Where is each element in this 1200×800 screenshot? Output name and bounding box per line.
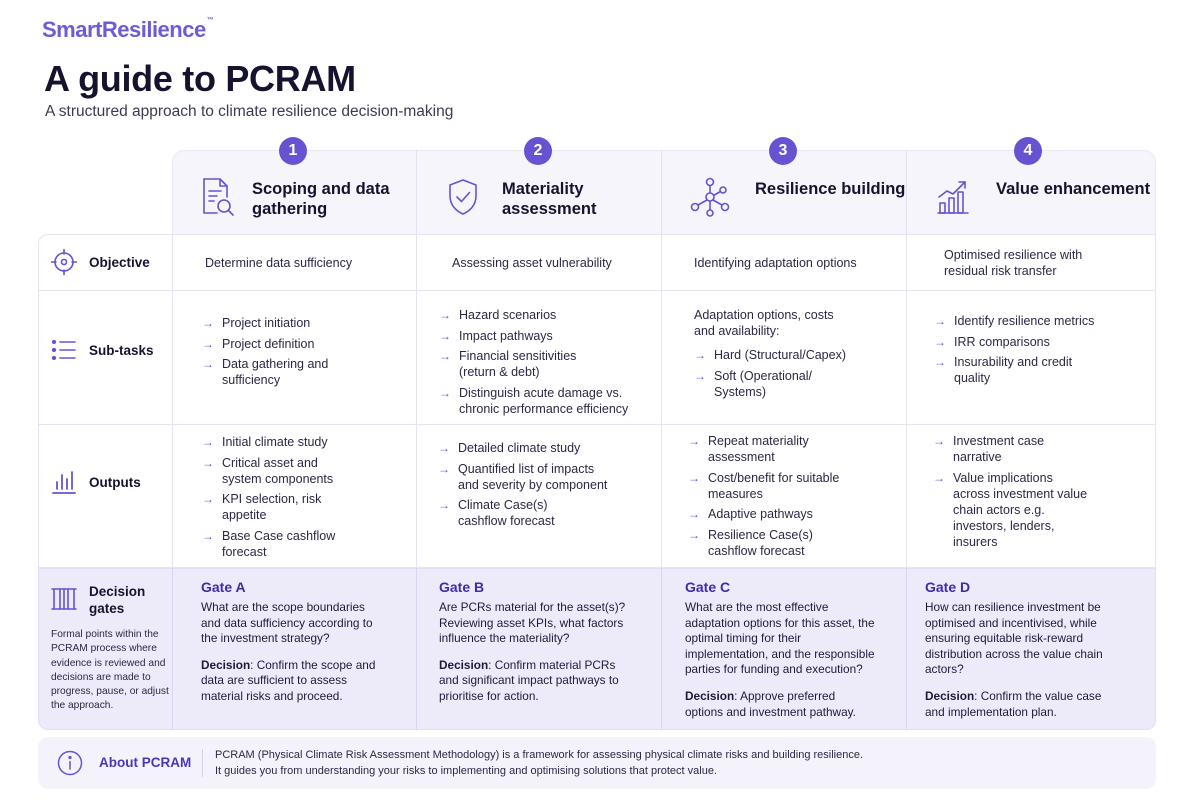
about-title: About PCRAM — [99, 755, 192, 770]
list-item: → Repeat materiality assessment — [688, 433, 828, 465]
list-item: → Resilience Case(s) cashflow forecast — [688, 527, 818, 559]
shield-check-icon — [445, 177, 481, 217]
phase-1-header — [172, 142, 417, 234]
decision-label: Decision — [201, 657, 251, 672]
list-item: → Data gathering and sufficiency — [202, 356, 352, 388]
objective-cell: Determine data sufficiency — [205, 256, 353, 270]
brand-logo — [42, 17, 213, 43]
subtasks-cell — [934, 313, 1134, 391]
list-item: → Detailed climate study — [438, 440, 643, 456]
outputs-cell — [202, 434, 407, 564]
list-item: → Climate Case(s) cashflow forecast — [438, 497, 568, 529]
decision-label: Decision — [685, 688, 735, 703]
list-item: → Distinguish acute damage vs. chronic performance efficiency — [439, 385, 655, 417]
row-label-subtasks — [50, 336, 154, 364]
list-item: → Base Case cashflow forecast — [202, 528, 342, 560]
gate-name: Gate B — [439, 579, 485, 595]
list-item: → Hard (Structural/Capex) — [694, 347, 894, 363]
row-label-text: Objective — [89, 254, 150, 270]
bar-chart-icon — [50, 468, 78, 496]
list-item: → Impact pathways — [439, 328, 657, 344]
list-item: → Soft (Operational/ Systems) — [694, 368, 844, 400]
gate-a — [201, 579, 429, 705]
list-item: → Project definition — [202, 336, 407, 352]
gate-question: What are the scope boundaries and data sufficiency according to the investment strategy? — [201, 600, 373, 646]
list-item: → IRR comparisons — [934, 334, 1134, 350]
decision-gates-description: Formal points within the PCRAM process where evidence is reviewed and decisions are made to progress, pause, or adjust the approach. — [51, 629, 169, 712]
objective-cell: Assessing asset vulnerability — [452, 256, 612, 270]
page-subtitle: A structured approach to climate resilience decision-making — [45, 103, 454, 120]
outputs-cell — [933, 433, 1138, 554]
list-icon — [50, 336, 78, 364]
list-item: → Project initiation — [202, 315, 407, 331]
bar-chart-growth-icon — [935, 177, 971, 217]
about-text — [215, 748, 1115, 779]
gate-icon — [50, 585, 78, 613]
list-item: → Insurability and credit quality — [934, 354, 1094, 386]
row-label-text: Sub-tasks — [89, 342, 154, 358]
list-item: → Cost/benefit for suitable measures — [688, 470, 858, 502]
decision-label: Decision — [439, 657, 489, 672]
decision-text: : Confirm the scope and data are sufficient to assess material risks and proceed. — [201, 657, 376, 703]
gate-d — [925, 579, 1153, 720]
list-item: → Initial climate study — [202, 434, 407, 450]
subtasks-cell — [694, 307, 894, 404]
gate-name: Gate D — [925, 579, 971, 595]
gate-b — [439, 579, 667, 705]
phase-title: Scoping and data gathering — [252, 180, 390, 218]
subtasks-cell — [202, 315, 407, 393]
brand-trademark: ™ — [206, 17, 214, 24]
list-item: → Critical asset and system components — [202, 455, 342, 487]
about-line-1: PCRAM (Physical Climate Risk Assessment Methodology) is a framework for assessing physical climate risks and building resilience. — [215, 749, 864, 761]
phase-number-badge: 1 — [279, 137, 307, 165]
phase-title: Materiality assessment — [502, 180, 597, 218]
row-label-outputs — [50, 468, 141, 496]
subtasks-intro: Adaptation options, costs and availability: — [694, 308, 834, 338]
page-title: A guide to PCRAM — [44, 58, 356, 99]
gate-decision — [201, 658, 381, 705]
phase-4-header — [907, 142, 1152, 234]
phase-number-badge: 3 — [769, 137, 797, 165]
about-line-2: It guides you from understanding your risks to implementing and optimising solutions that protect value. — [215, 764, 717, 777]
gate-decision — [925, 689, 1105, 720]
subtasks-cell — [439, 307, 657, 421]
gate-question: Are PCRs material for the asset(s)? Reviewing asset KPIs, what factors influence the materiality? — [439, 600, 626, 646]
info-icon — [57, 750, 83, 776]
gate-decision — [685, 689, 870, 720]
outputs-cell — [688, 433, 893, 563]
list-item: → Investment case narrative — [933, 433, 1053, 465]
row-label-objective — [50, 248, 150, 276]
list-item: → Identify resilience metrics — [934, 313, 1134, 329]
decision-label: Decision — [925, 688, 975, 703]
gate-question: How can resilience investment be optimised and incentivised, while ensuring equitable risk-reward distribution across the value chain actors? — [925, 600, 1103, 677]
list-item: → Hazard scenarios — [439, 307, 657, 323]
gate-decision — [439, 658, 624, 705]
objective-cell: Optimised resilience with residual risk transfer — [944, 248, 1083, 278]
phase-2-header — [417, 142, 662, 234]
list-item: → KPI selection, risk appetite — [202, 491, 332, 523]
decision-text: : Confirm material PCRs and significant impact pathways to prioritise for action. — [439, 657, 619, 703]
phase-number-badge: 4 — [1014, 137, 1042, 165]
document-search-icon — [200, 177, 236, 217]
brand-name: SmartResilience — [42, 17, 206, 42]
target-icon — [50, 248, 78, 276]
row-label-text: Decision gates — [89, 584, 146, 616]
decision-text: : Approve preferred options and investment pathway. — [685, 688, 856, 719]
list-item: → Value implications across investment value chain actors e.g. investors, lenders, insurers — [933, 470, 1093, 550]
gate-c — [685, 579, 913, 720]
list-item: → Quantified list of impacts and severity by component — [438, 461, 618, 493]
decision-text: : Confirm the value case and implementation plan. — [925, 688, 1102, 719]
phase-3-header — [662, 142, 907, 234]
row-label-text: Outputs — [89, 474, 141, 490]
phase-number-badge: 2 — [524, 137, 552, 165]
network-nodes-icon — [690, 177, 730, 217]
list-item: → Adaptive pathways — [688, 506, 893, 522]
gate-question: What are the most effective adaptation options for this asset, the optimal timing for their implementation, and the responsible parties for funding and execution? — [685, 600, 875, 677]
phase-title: Resilience building — [755, 180, 906, 198]
gate-name: Gate A — [201, 579, 246, 595]
objective-cell: Identifying adaptation options — [694, 256, 857, 270]
phase-title: Value enhancement — [996, 180, 1151, 198]
list-item: → Financial sensitivities (return & debt) — [439, 348, 589, 380]
outputs-cell — [438, 440, 643, 534]
gate-name: Gate C — [685, 579, 731, 595]
row-label-decision-gates — [50, 583, 164, 617]
about-panel — [38, 737, 1156, 789]
